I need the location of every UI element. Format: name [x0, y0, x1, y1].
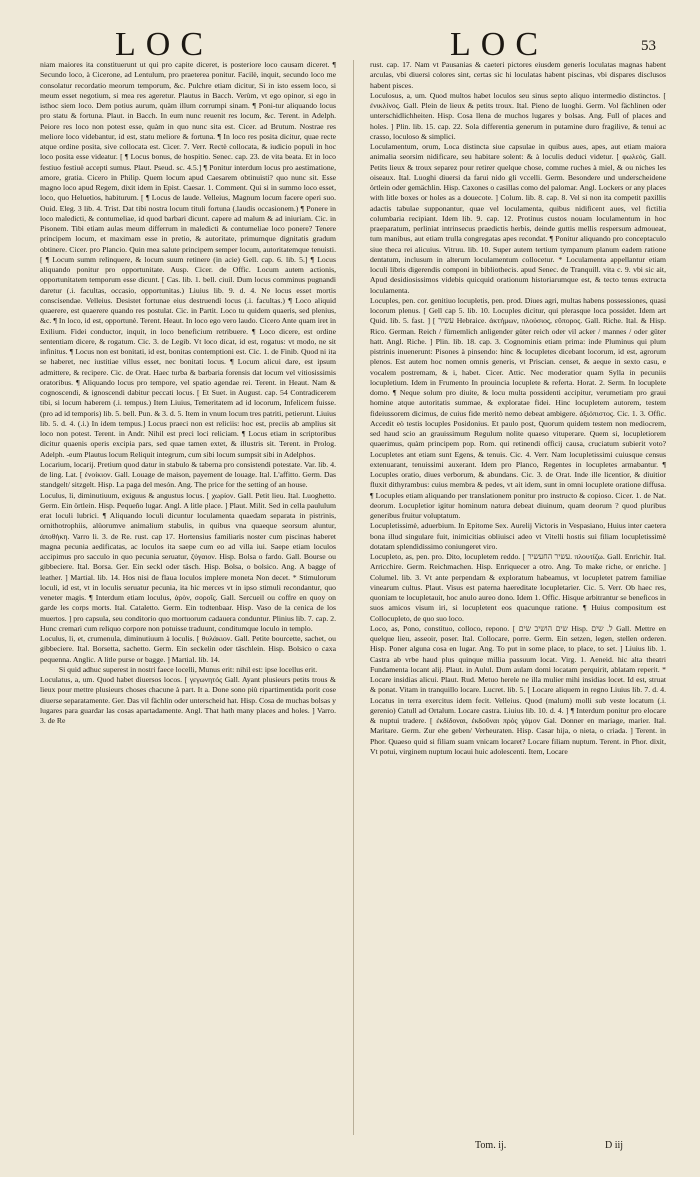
- entry-locellus: Loculus, li, et, crumenula, diminutiuum à loculis. [ θυλάκιον. Gall. Petite bourcette, sachet, ou gibbeciere. Ital. Borsetta, sachetto. Germ. Ein seckelin oder täschlein. Hisp. Bolsico o caxa pequenna. Anglic. A litle purse or bagge. ] Martial. lib. 14.: [40, 634, 336, 664]
- column-divider: [353, 60, 354, 1135]
- page-footer: [0, 1140, 700, 1160]
- entry-locupleto: Locupleto, as, pen. pro. Dito, locupletem reddo. [ עשיר החעשיר. πλουτίζω. Gall. Enrichir. Ital. Arricchire. Germ. Reichmachen. Hisp. Enriquecer a otro. Ang. To make riche, or enriche. ] Columel. lib. 3. Vt ante perpendam & exploratum habeamus, vt locupletet patrem familiae vinearum cultus. Plaut. Visus est paterna haereditate locupletarier. Cic. 5. Verr. Ob haec res, quoniam te locupletauit, hoc anulo aureo dono. Idem 1. Offic. Hisque arbitrantur se beneficos in suos amicos visum iri, si locupletent eos quacunque ratione. ¶ Huius compositum est Collocupleto, de quo suo loco.: [370, 552, 666, 623]
- headword-left: LOC: [115, 26, 213, 63]
- entry-loculus: Loculus, li, diminutiuum, exiguus & angustus locus. [ χωρίον. Gall. Petit lieu. Ital. Luoghetto. Germ. Ein örtlein. Hisp. Pequeño lugar. Angl. A litle place. ] Plaut. Milit. Sed in cella paululum erat loculi lubrici. ¶ Aliquando loculi dicuntur loculamenta quaedam separata in pistrinis, ornithotrophiis, alüorumve animalium stabulis, in quibus vna quaeque seorsum aluntur, ἀποθήκη. Varro li. 3. de Re. rust. cap 17. Hortensius familiaris noster cum piscinas haberet magna pecunia aedificatas, ac loculos ita saepe cum eo ad villa iui. Saepe etiam loculos accipimus pro sacculo in quo pecunia seruatur, ζύγαιον. Hisp. Bolsa o fardo. Gall. Bourse ou gibbeciere. Ital. Borsa. Ger. Ein seckl oder täsch. Hisp. Bolsa, o bolsico. Ang. A bagge of leather. ] Martial. lib. 14. Hos nisi de flaua loculos implere moneta Non decet. * Stimulorum loculi, id est, vt in loculis seruatur pecunia, ita hic merces vt in ipso stimuli recondantur, quo veneter magis. ¶ Interdum etiam loculus, ἀρὸν, σοροῖς. Gall. Sercueil ou coffre en quoy on garde les corps morts. Ital. Cataletto. Germ. Ein todtenbaar. Hisp. Vaso de la cenica de los muertos. ] pro capsula, seu conditorio quo mortuorum cadauera conduntur. Plinius lib. 7. cap. 2. Hunc cremari cum reliquo corpore non potuisse traduunt, conditumque loculo in templo.: [40, 490, 336, 633]
- entry-loculatus-continued: rust. cap. 17. Nam vt Pausanias & caeteri pictores eiusdem generis loculatas magnas habent arculas, vbi diuersi colores sint, certas sic hi loculatas habent piscinas, vbi dispares disclusos habent pisces.: [370, 60, 666, 90]
- entry-locuples: Locuples, pen. cor. genitiuo locupletis, pen. prod. Diues agri, multas habens possessiones, quasi locorum plenus. [ Gell cap 5. lib. 10. Locuples dicitur, qui plerasque loca possidet. Idem art Quid. lib. 5. fast. ] [ עשיר Hebraice. ἀκτήμων, πλούσιος, εὔπορος. Gall. Riche. Ital. & Hisp. Rico. German. Reich / fürnemlich anligender güter reich oder vil acker / mannes / oder güter hatt. Angl. Riche. ] Plin. lib. 18. cap. 3. Cognominis etiam prima: inde Pluminus qui plum pistrinis inuenerunt: Pisones à pinsendo: hinc & locupletes dicebant locorum, id est, agrorum plenos. Est autem hoc nomen omnis generis, vt Priscian. censet, & aeque in sexto casu, e vocalem postremam, & i, habet. Cicer. Attic. Nec moderatior quam Sylla in pecuniis locupletium. Idem in Frumento In prouincia locuplete & referta. Horat. 2. Serm. In locuplete domo. ¶ Neque solum pro diuite, & locu multa possidenti accipitur, verumetiam pro graui homine atque autoritatis summae, & exploratae fidei. Hinc locupletem autorem, testem fideiussorem dicimus, de cuius fide meritò nemo debeat ambigere. ἀξιόπιστος. Cic. 1. 3. Offic. Accedit eò testis locuples Posidonius. Et paulo post, Quorum quidem testem non mediocrem, sed haud scio an grauissimum Regulum nolite quaeso vituperare. Quem si, locupletiorem quaerimus, quàm principem pop. Rom. qui retinendi officij causa, cruciatum subierit voto? Locupletes ant etiam sunt Egens, & tenuis. Cic. 4. Verr. Nam locupletissimi cuiusque census extenuarant, tenuissimi auxerant. Idem pro Planco, Regentes in locupletes armabantur. ¶ Locuples oratio, diues verborum, & abundans. Cic. 3. de Orat. Inde ille licentior, & diuitior fluxit dithyrambus: cuius membra & pedes, vt ait idem, sunt in omni locuplete oratione diffusa. ¶ Locuples etiam aliquando per translationem ponitur pro instructo & copioso. Cicer. 1. de Nat. deorum. Locupletior igitur hominum natura debeat diuinum, quam deorum ? quod pluribus generibus fruitur voluptatum.: [370, 295, 666, 520]
- entry-locarium: Locarium, locarij. Pretium quod datur in stabulo & taberna pro consistendi potestate. Var. lib. 4. de ling. Lat. [ ἐνοίκιον. Gall. Louage de maison, payement de louage. Ital. L'affitto. Germ. Das standgelt/ sitzgelt. Hisp. La paga del mesón. Ang. The price for the setting of an house.: [40, 459, 336, 490]
- entry-locus-continued: niam maiores ita constituerunt ut qui pro capite diceret, is posteriore loco causam diceret. ¶ Secundo loco, à Cicerone, ad Lentulum, pro praeterea ponitur. Facilè, inquit, secundo loco me consolatur recordatio meorum temporum, &c. Pulchre etiam dicitur, Si in isto essem loco, si meum esset negotium, si mea res ageretur. Plautus in Bacch. Verùm, vt ego opinor, si ego in isthoc siem loco. Dem potius aurum, quàm illum corrumpi sinam. ¶ Poni-tur aliquando locus pro statu & fortuna. Plaut. in Bacch. In eum nunc reuenit res locum, &c. Terent. in Adelph. Peiore res loco non potest esse, quàm in quo nunc sita est. Cicer. ad Brutum. Nostrae res meliore loco videbantur, id est, statu meliore & fortuna. ¶ In loco res posita dicitur, quae recte atque ordine posita, sive collocata est. Cicer. 7. Verr. Rectè collocata, & iudicio populi in hoc loco posita esse videatur. [ ¶ Locus bonus, de hospitio. Senec. cap. 23. de vita beata. Et in loco festiuo festiuè accepti sumus. Plaut. Pseud. sc. 4.5.] ¶ Ponitur interdum locus pro aestimatione, amore, gratia. Cicero in Philip. Quem locum apud Caesarem obtinuisti? quo nunc sit. Esse magno loco apud Regem, dixit idem in Epist. Caesar. 1. Comment. Qui si in summo loco esset, loco, quo Heluetios, habiturum. [ ¶ Locus de laude. Velleius, Magnum locum facere operi suo. Ouid. Eleg. 3 lib. 4. Trist. Dat tibi nostra locum tituli fortuna (.laudis occasionem.) ¶ Ponere in loco maledicti, & contumeliae, id quod barbari dicunt. capere ad malum & ad iniuriam. Cic. in Pisonem. Tibi etiam aulas meum differrum in maledicti & contumeliae loco ponere? Tenere principem locum, et maximam esse in pretio, & autoritate, primumque dignitatis gradum obtinere. Cicer. pro Plancio. Quin mea salute principem semper locum, autoritatemque tenuisti. [ ¶ Locum summ relinquere, & locum suum retinere (in acie) Gell. cap. 6. lib. 5.] ¶ Locus aliquando ponitur pro opportunitate. Ausp. Cicer. de Offic. Locum autem actionis, opportunitatem temporum esse dicunt. [ Cas. lib. 1. bell. ciuil. Dum locus comminus pugnandi daretur (.i. facultas, occasio, opportunitas.) Liuius lib. 9. d. 4. Ne locus esset mortis conscisendae. Velleius. Desistet fortunae eius destruendi locus (.i. facultas.) ¶ Loco aliquid quaerere, est quaerere quando res postulat. Cic. in Partit. Loco tu quidem quaeris, sed plenius, &c. ¶ In loco, id est, opportunè. Terent. Heaut. In loco ego vero laudo. Cicero Ante quam iret in Exilium. Fidei conductor, inquit, in loco beneficium retribuere. ¶ Loco dicere, est ordine sententiam dicere, & rogatum. Cic. 3. de Legib. Vt loco dicat, id est, rogatus: vt modo, ne sit infinitus. ¶ Locus non est bonitati, id est, bonitas contemptioni est. Cic. 1. de Finib. Quod ni ita se haberet, nec iustitiae villus esset, nec bonitati locus. ¶ Locum alicui dare, est ipsum admittere, & recipere. Cic. de Orat. Haec turba & barbaria forensis dat locum vel vitiosissimis oratoribus. ¶ Aliquando locus pro tempore, vel spatio agendae rei. Terent. in Heaut. Nam & cognoscendi, & ignoscendi dabitur peccati locus. [ Et Suet. in August. cap. 54 Contradicerem tibi, si locum haberem (.i. tempus.) Item Liuius, Temeritatem ad id locorum, Infelicem fuisse. (pro ad id temporis) lib. 5. bell. Pun. & 3. d. 5. Item in vnum locum tres patriti, petierunt. Liuius lib. 5. d. 4. (.i.) In idem tempus.] Locus praeci non est reliciis: hoc est, preciis ab amplius sit loco non potest. Terent. in Andr. Nihil est preci loci reliciam. ¶ Locus etiam in scriptoribus dicitur quaenis operis excipia pars, sed quae tamen extet, & illustris sit. Terent. in Prolog. Adelph. -eum Plautus locum Reliquit integrum, cum sibi locum sumpsit sibi in Adelphos.: [40, 60, 336, 459]
- two-column-text: [40, 60, 666, 1140]
- entry-loculatus: Loculatus, a, um. Quod habet diuersos locos. [ γεγωνητός Gall. Ayant plusieurs petits trous & lieux pour mettre plusieurs choses chacune à part. It a. Done sono più ripartimentida porit cose diuerse separatamente. Ger. Das vil fächlin oder unterscheid hat. Hisp. Cosa de muchas bolsas y lugares para guardar las cosas apartadamente. Angl. That hath many places and holes. ] Varro. 3. de Re: [40, 675, 336, 725]
- quote-martial: Si quid adhuc superest in nostri faece locelli, Munus erit: nihil est: ipse locellus erit.: [58, 664, 318, 674]
- signature-mark: D iij: [605, 1140, 624, 1151]
- page-number: 53: [641, 38, 656, 54]
- entry-loculosus: Loculosus, a, um. Quod multos habet loculos seu sinus septo aliquo intermedio distinctos. [ ἐνικλίνος. Gall. Plein de lieux & petits troux. Ital. Pieno de luoghi. Germ. Vol fächlinen oder unterschidlichheiten. Hisp. Cosa llena de muchos lugares y bolsas. Ang. Full of places and holes. ] Plin. lib. 15. cap. 22. Sola differentia generum in putamine duro fragilive, & tenui ac crasso, loculoso & simplici.: [370, 90, 666, 141]
- volume-label: Tom. ij.: [475, 1140, 507, 1151]
- headword-right: LOC: [450, 26, 548, 63]
- right-column: [370, 60, 666, 1135]
- left-column: [40, 60, 336, 1135]
- entry-locupletissime: Locupletissimè, aduerbium. In Epitome Sex. Aurelij Victoris in Vespasiano, Huius inter caetera bona illud singulare fuit, inimicitias obliuisci adeo vt Vitelli hostis sui filiam locupletissimè dotatam splendidissimo coniungeret viro.: [370, 521, 666, 551]
- entry-loculamentum: Loculamentum, orum, Loca distincta siue capsulae in quibus aues, apes, aut etiam maiora animalia seorsim nidificare, seu habitare solent: & à loculis deduci videtur. [ φωλεός. Gall. Petits lieux & troux separez pour retirer quelque chose, comme ruches à miel, & ou niches les oiseaux. Ital. Luoghi diuersi da farui nido gli vccelli. Germ. Besondere und underscheidene örtlein oder gemächlin. Hisp. Caxones o casillas como del palomar. Angl. Lockers or any places with litle boxes or holes as a douecote. ] Colum. lib. 8. cap. 8. Vel si non ita competit paxillis adactis tabulae supponantur, quae vel loculamenta, quibus nidificent aues, vel fictilia columbaria recipiant. Idem lib. 9. cap. 12. Protinus custos nouam loculamentum in hoc praeparatum, perliniat intrinsecus praedictis herbis, deinde guttis mellis respersum admoueat, tum manibus, aut etiam trulla congregatas apes recondat. ¶ Ponitur aliquando pro conceptaculo siue theca rei alicuius. Vitruu. lib. 10. Super autem tertium tympanum planum eadem ratione dentatum, inclusum in alterum loculamentum collocetur. * Loculamenta appellantur etiam loculi libris digerendis componi in bibliothecis. apud Senec. de Tranquill. vita c. 9. vbi sic ait, Apud desidiosissimos videbis quicquid orationum historiarumque est, & tecto tenus extructa loculamenta.: [370, 142, 666, 295]
- entry-loco: Loco, as, Pono, constituo, colloco, repono. [ שים הושיב שים Hisp. ל. שים Gall. Mettre en quelque lieu, asseoir, poser. Ital. Collocare, porre. Germ. Ein setzen, legen, stellen orderen. Hisp. Poner alguna cosa en lugar. Ang. To put in some place, to place, to set. ] Liuius lib. 1. Castra ab vrbe haud plus quinque millia passuum locat. Virg. 1. Aeneid. hic alta theatri Fundamenta locant alij. Plaut. in Aulul. Dum aulam domi locatam perquirit, ablatam reperit. * Locare insidias alicui. Plaut. Rud. Metuo herele ne illa mulier mihi insidias locet. Id est, struat & ponat. Vitam in tranquillo locare. Lucret. lib. 5. [ Locare aliquem in regno Liuius lib. 7. d. 4. Locatus in terra exercitus idem fecit. Velleius. Quod (malum) molli sub veste locatum (.i. gerenio) Catull ad Ortalum. Locare castra. Liuius lib. 10. d. 4. ] ¶ Interdum ponitur pro elocare & nuptui tradere. [ ἐκδίδοναι, ἐκδοῦναι πρὸς γάμον Gal. Donner en mariage, marier. Ital. Maritare. Germ. Zur ehe geben/ Verheuraten. Hisp. Casar hija, o nieta, o criada. ] Terent. in Phor. Quaeso quid si filiam suam vnicam locaret? Locare filiam nuptum. Terent. in Phor. dixit, Vt potui, virginem nuptum locaui huic adolescenti. Item, Locare: [370, 623, 666, 756]
